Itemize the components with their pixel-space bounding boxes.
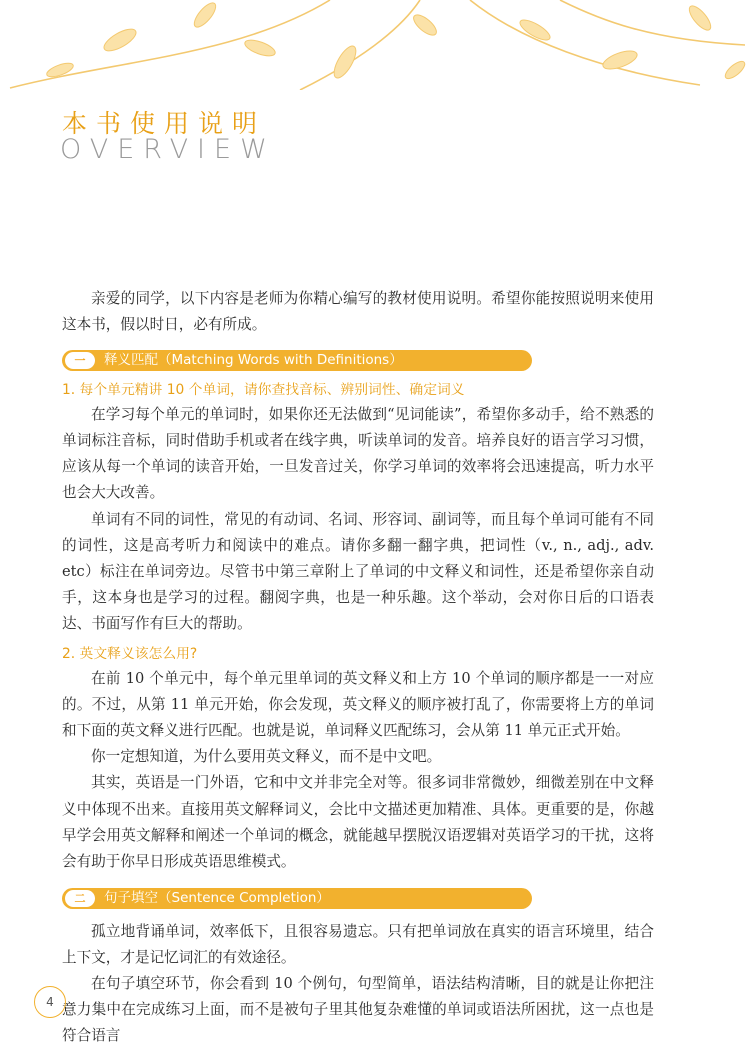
paragraph: 在前 10 个单元中，每个单元里单词的英文释义和上方 10 个单词的顺序都是一一对应的。不过，从第 11 单元开始，你会发现，英文释义的顺序被打乱了，你需要将上方的单词和下面的英文释义进行匹配。也就是说，单词释义匹配练习，会从第 11 单元正式开始。 <box>62 670 654 740</box>
page-title-english: OVERVIEW <box>60 134 276 165</box>
intro-paragraph: 亲爱的同学，以下内容是老师为你精心编写的教材使用说明。希望你能按照说明来使用这本书，假以时日，必有所成。 <box>62 290 654 334</box>
paragraph: 你一定想知道，为什么要用英文释义，而不是中文吧。 <box>91 748 442 766</box>
section-title-1: 释义匹配（Matching Words with Definitions） <box>104 352 403 369</box>
subsection-heading-2: 2. 英文释义该怎么用? <box>62 646 198 663</box>
page-number: 4 <box>34 986 66 1018</box>
section-number-2: 二 <box>65 890 95 907</box>
section-header-2 <box>62 888 532 909</box>
paragraph: 单词有不同的词性，常见的有动词、名词、形容词、副词等，而且每个单词可能有不同的词性，这是高考听力和阅读中的难点。请你多翻一翻字典，把词性（v., n., adj., adv. etc）标注在单词旁边。尽管书中第三章附上了单词的中文释义和词性，还是希望你亲自动手，这本身也是学习的过程。翻阅字典，也是一种乐趣。这个举动，会对你日后的口语表达、书面写作有巨大的帮助。 <box>62 510 654 632</box>
section-number-1: 一 <box>65 352 95 369</box>
leaf-decoration <box>0 0 750 90</box>
page-title-chinese: 本书使用说明 <box>62 109 267 138</box>
page-content <box>62 286 654 1049</box>
paragraph: 在句子填空环节，你会看到 10 个例句，句型简单，语法结构清晰，目的就是让你把注意力集中在完成练习上面，而不是被句子里其他复杂难懂的单词或语法所困扰，这一点也是符合语言 <box>62 974 654 1045</box>
section-header-1 <box>62 350 532 371</box>
paragraph: 其实，英语是一门外语，它和中文并非完全对等。很多词非常微妙，细微差别在中文释义中体现不出来。直接用英文解释词义，会比中文描述更加精准、具体。更重要的是，你越早学会用英文解释和阐述一个单词的概念，就能越早摆脱汉语逻辑对英语学习的干扰，这将会有助于你早日形成英语思维模式。 <box>62 774 654 870</box>
section-title-2: 句子填空（Sentence Completion） <box>104 889 330 906</box>
paragraph: 在学习每个单元的单词时，如果你还无法做到“见词能读”，希望你多动手，给不熟悉的单词标注音标，同时借助手机或者在线字典，听读单词的发音。培养良好的语言学习习惯，应该从每一个单词的读音开始，一旦发音过关，你学习单词的效率将会迅速提高，听力水平也会大大改善。 <box>62 406 654 502</box>
paragraph: 孤立地背诵单词，效率低下，且很容易遗忘。只有把单词放在真实的语言环境里，结合上下文，才是记忆词汇的有效途径。 <box>62 922 654 966</box>
subsection-heading-1: 1. 每个单元精讲 10 个单词，请你查找音标、辨别词性、确定词义 <box>62 382 465 399</box>
